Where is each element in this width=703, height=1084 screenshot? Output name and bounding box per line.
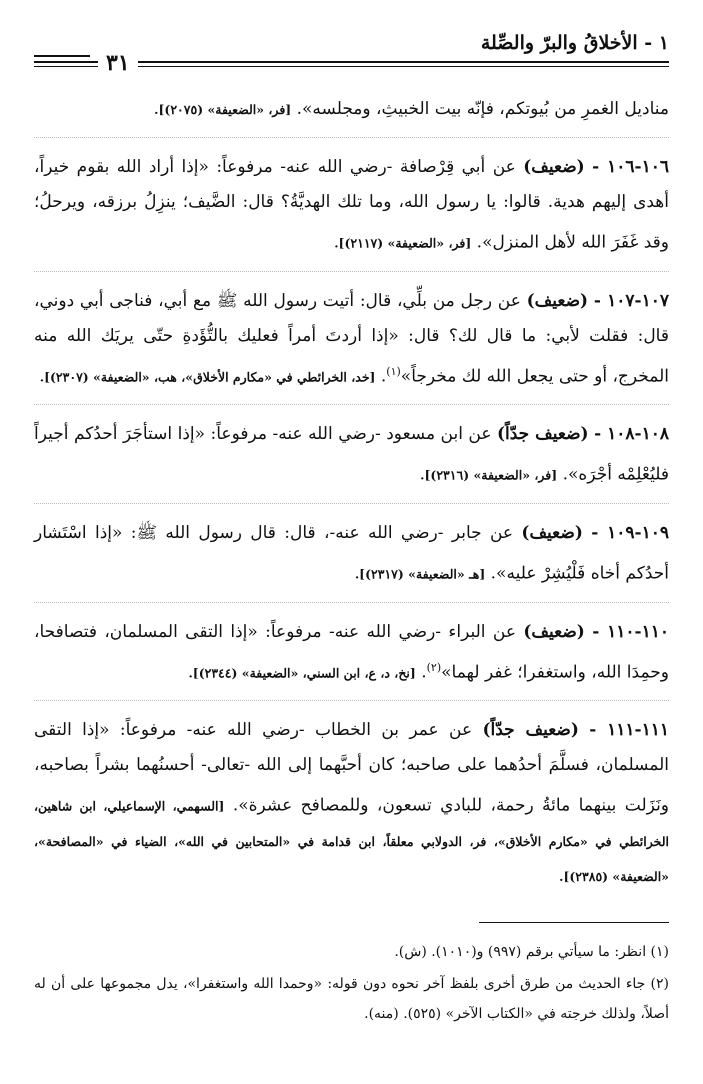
page-number: ٣١ xyxy=(98,50,138,76)
hadith-entry xyxy=(34,516,669,603)
hadith-number: ١١٠-١١٠ - xyxy=(592,621,670,642)
hadith-grade: (ضعيف جدّاً) xyxy=(496,424,589,445)
hadith-entry: ١١٠-١١٠ - (ضعيف) عن البراء -رضي الله عنه- مرفوعاً: «إذا التقى المسلمان، فتصافحا، وحمِدَا الله، واستغفرا؛ غفر لهما»$^{(٢)}$. [نخ، د، ع، ابن السني، «الضعيفة» (٢٣٤٤)]. xyxy=(34,615,669,702)
footnotes-section xyxy=(34,922,669,1031)
hadith-text: عن عمر بن الخطاب -رضي الله عنه- مرفوعاً: «إذا التقى المسلمان، فسلَّمَ أحدُهما على صاحبه؛ كان أحبَّهما إلى الله -تعالى- أحسنُهما بشراً بصاحبه، ونَزَلت بينهما مائةُ رحمة، للبادي تسعون، وللمصافح عشرة». xyxy=(34,720,670,816)
hadith-text: عن أبي قِرْصافة -رضي الله عنه- مرفوعاً: «إذا أراد الله بقوم خيراً، أهدى إليهم هدية. قالوا: يا رسول الله، وما تلك الهديَّةُ؟ قال: الضَّيف؛ ينزِلُ برزقه، ويرحلُ؛ وقد غَفَرَ الله لأهل المنزل». xyxy=(34,157,669,253)
hadith-text: عن ابن مسعود -رضي الله عنه- مرفوعاً: «إذا استأجَرَ أحدُكم أجيراً فليُعْلِمْه أجْرَه». xyxy=(34,424,669,485)
continuation-paragraph xyxy=(34,92,669,138)
hadith-grade: (ضعيف جدّاً) xyxy=(482,720,579,741)
hadith-ref: [نخ، د، ع، ابن السني، «الضعيفة» (٢٣٤٤)]. xyxy=(188,665,416,681)
footnote-marker: (١) xyxy=(386,364,401,378)
hadith-number: ١٠٦-١٠٦ - xyxy=(592,157,669,177)
hadith-grade: (ضعيف) xyxy=(521,522,583,543)
hadith-number: ١٠٩-١٠٩ - xyxy=(591,522,669,543)
hadith-number: ١٠٧-١٠٧ - xyxy=(593,290,669,311)
continuation-text: مناديل الغمرِ من بُيوتكم، فإنّه بيت الخبيثِ، ومجلسه». xyxy=(296,99,669,119)
footnote-rule xyxy=(479,922,669,923)
continuation-ref: [فر، «الضعيفة» (٢٠٧٥)]. xyxy=(154,102,292,117)
hadith-text: عن جابر -رضي الله عنه-، قال: قال رسول الله ﷺ: «إذا اسْتَشار أحدُكم أخاه فَلْيُشِرْ عليه». xyxy=(34,522,669,584)
hadith-entry xyxy=(34,713,669,904)
footnote-1: (١) انظر: ما سيأتي برقم (٩٩٧) و(١٠١٠). (ش). xyxy=(394,944,669,960)
hadith-ref: [فر، «الضعيفة» (٢٣١٦)]. xyxy=(420,467,558,483)
hadith-grade: (ضعيف) xyxy=(523,157,585,177)
footnote-marker: (٢) xyxy=(426,660,442,674)
hadith-ref: [فر، «الضعيفة» (٢١١٧)]. xyxy=(334,235,472,251)
chapter-title: ١ - الأخلاقُ والبرّ والصِّلة xyxy=(480,32,669,54)
page-header xyxy=(34,28,669,76)
hadith-number: ١١١-١١١ - xyxy=(589,720,670,741)
header-bar-ornament xyxy=(34,55,90,63)
hadith-number: ١٠٨-١٠٨ - xyxy=(594,424,670,445)
hadith-ref: [السهمي، الإسماعيلي، ابن شاهين، الخرائطي في «مكارم الأخلاق»، فر، الدولابي معلقاً، ابن قدامة في «المتحابين في الله»، الضياء في «المصافحة»، «الضعيفة» (٢٣٨٥)]. xyxy=(34,798,669,884)
hadith-entry xyxy=(34,150,669,272)
page-content xyxy=(34,92,669,916)
hadith-ref: [خد، الخرائطي في «مكارم الأخلاق»، هب، «الضعيفة» (٢٣٠٧)]. xyxy=(39,369,376,385)
hadith-grade: (ضعيف) xyxy=(523,621,585,642)
hadith-entry xyxy=(34,417,669,504)
footnote-2: (٢) جاء الحديث من طرق أخرى بلفظ آخر نحوه دون قوله: «وحمدا الله واستغفرا»، يدل مجموعها على أن له أصلاً، ولذلك خرجته في «الكتاب الآخر» (٥٢٥). (منه). xyxy=(34,976,669,1022)
hadith-grade: (ضعيف) xyxy=(526,290,589,311)
hadith-ref: [هـ «الضعيفة» (٢٣١٧)]. xyxy=(354,566,486,582)
hadith-text: عن رجل من بلِّي، قال: أتيت رسول الله ﷺ مع أبي، فناجى أبي دوني، قال: فقلت لأبي: ما قال لك؟ قال: «إذا أردتَ أمراً فعليك بالتُّؤَدةِ حتّى يريَك الله منه المخرج، أو حتى يجعل الله لك مخرجاً» xyxy=(34,290,669,387)
hadith-entry: ١٠٧-١٠٧ - (ضعيف) عن رجل من بلِّي، قال: أتيت رسول الله ﷺ مع أبي، فناجى أبي دوني، قال: فقلت لأبي: ما قال لك؟ قال: «إذا أردتَ أمراً فعليك بالتُّؤَدةِ حتّى يريَك الله منه المخرج، أو حتى يجعل الله لك مخرجاً»$^{(١)}$. [خد، الخرائطي في «مكارم الأخلاق»، هب، «الضعيفة» (٢٣٠٧)]. xyxy=(34,284,669,406)
hadith-text: عن البراء -رضي الله عنه- مرفوعاً: «إذا التقى المسلمان، فتصافحا، وحمِدَا الله، واستغفرا؛ غفر لهما» xyxy=(34,621,669,683)
